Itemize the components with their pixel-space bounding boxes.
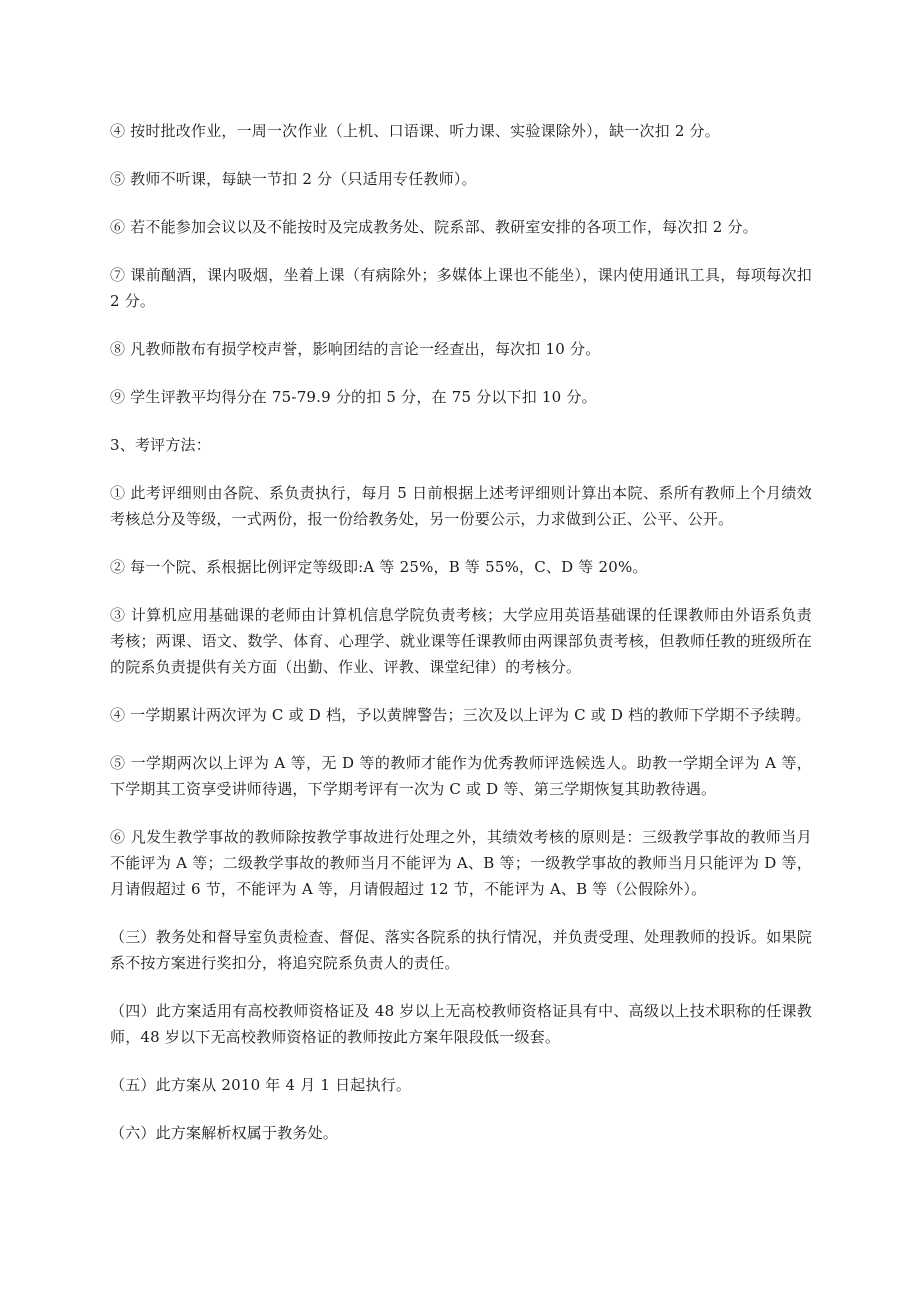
- rule-item-8: ⑧ 凡教师散布有损学校声誉，影响团结的言论一经查出，每次扣 10 分。: [110, 340, 601, 358]
- rule-item-7: ⑦ 课前酗酒，课内吸烟，坐着上课（有病除外；多媒体上课也不能坐），课内使用通讯工具，每项每次扣 2 分。: [110, 266, 812, 310]
- clause-6: （六）此方案解析权属于教务处。: [110, 1124, 339, 1142]
- rule-item-4: ④ 按时批改作业，一周一次作业（上机、口语课、听力课、实验课除外），缺一次扣 2 分。: [110, 122, 720, 140]
- rule-item-6: ⑥ 若不能参加会议以及不能按时及完成教务处、院系部、教研室安排的各项工作，每次扣 2 分。: [110, 218, 758, 236]
- section-heading-evaluation-method: 3、考评方法：: [110, 436, 211, 454]
- method-item-1: ① 此考评细则由各院、系负责执行，每月 5 日前根据上述考评细则计算出本院、系所有教师上个月绩效考核总分及等级，一式两份，报一份给教务处，另一份要公示，力求做到公正、公平、公开。: [110, 484, 812, 528]
- method-item-4: ④ 一学期累计两次评为 C 或 D 档，予以黄牌警告；三次及以上评为 C 或 D 档的教师下学期不予续聘。: [110, 706, 811, 724]
- method-item-3: ③ 计算机应用基础课的老师由计算机信息学院负责考核；大学应用英语基础课的任课教师由外语系负责考核；两课、语文、数学、体育、心理学、就业课等任课教师由两课部负责考核，但教师任教的班级所在的院系负责提供有关方面（出勤、作业、评教、课堂纪律）的考核分。: [110, 606, 812, 676]
- document-body: [110, 118, 812, 1146]
- clause-5: （五）此方案从 2010 年 4 月 1 日起执行。: [110, 1076, 412, 1094]
- method-item-5: ⑤ 一学期两次以上评为 A 等，无 D 等的教师才能作为优秀教师评选候选人。助教一学期全评为 A 等，下学期其工资享受讲师待遇，下学期考评有一次为 C 或 D 等、第三学期恢复其助教待遇。: [110, 754, 812, 798]
- clause-4: （四）此方案适用有高校教师资格证及 48 岁以上无高校教师资格证具有中、高级以上技术职称的任课教师，48 岁以下无高校教师资格证的教师按此方案年限段低一级套。: [110, 1002, 812, 1046]
- method-item-2: ② 每一个院、系根据比例评定等级即:A 等 25%，B 等 55%，C、D 等 20%。: [110, 558, 648, 576]
- method-item-6: ⑥ 凡发生教学事故的教师除按教学事故进行处理之外，其绩效考核的原则是：三级教学事故的教师当月不能评为 A 等；二级教学事故的教师当月不能评为 A、B 等；一级教学事故的教师当月只能评为 D 等，月请假超过 6 节，不能评为 A 等，月请假超过 12 节，不能评为 A、B 等（公假除外）。: [110, 828, 812, 898]
- rule-item-5: ⑤ 教师不听课，每缺一节扣 2 分（只适用专任教师）。: [110, 170, 477, 188]
- clause-3: （三）教务处和督导室负责检查、督促、落实各院系的执行情况，并负责受理、处理教师的投诉。如果院系不按方案进行奖扣分，将追究院系负责人的责任。: [110, 928, 812, 972]
- rule-item-9: ⑨ 学生评教平均得分在 75-79.9 分的扣 5 分，在 75 分以下扣 10 分。: [110, 388, 597, 406]
